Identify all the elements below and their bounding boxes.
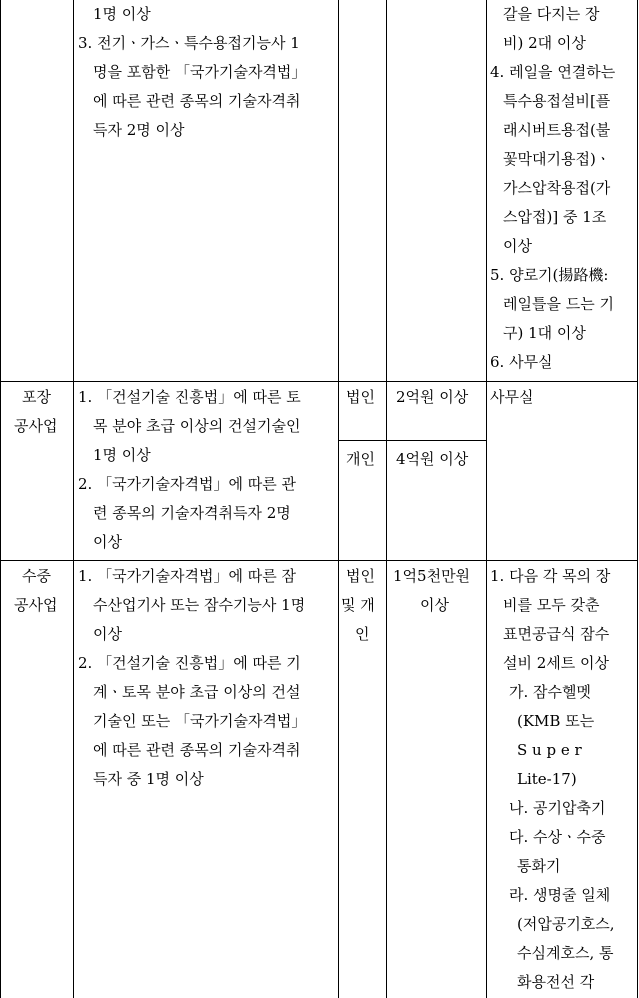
- technician-line: 1. 「건설기술 진흥법」에 따른 토: [78, 388, 301, 406]
- technician-line: 이상: [93, 533, 122, 551]
- technician-line: 수산업기사 또는 잠수기능사 1명: [93, 596, 306, 614]
- facility-line: 설비 2세트 이상: [503, 654, 610, 672]
- facility-line: 이상: [503, 237, 532, 255]
- technician-line: 득자 2명 이상: [93, 121, 185, 139]
- facility-line: 가. 잠수헬멧: [509, 683, 591, 701]
- technician-line: 명을 포함한 「국가기술자격법」: [93, 63, 307, 81]
- facility-line: 비) 2대 이상: [503, 34, 586, 52]
- facility-line: 래시버트용접(불: [503, 121, 611, 139]
- technician-line: 3. 전기ㆍ가스ㆍ특수용접기능사 1: [78, 34, 300, 52]
- entity-type-label: 인: [355, 625, 370, 643]
- technician-line: 1. 「국가기술자격법」에 따른 잠: [78, 567, 297, 585]
- row-divider-underwater: [0, 560, 638, 561]
- technician-line: 득자 중 1명 이상: [93, 770, 204, 788]
- technician-line: 에 따른 관련 종목의 기술자격취: [93, 92, 301, 110]
- facility-line: 나. 공기압축기: [509, 799, 606, 817]
- technician-line: 1명 이상: [93, 446, 151, 464]
- entity-type-label: 법인: [346, 567, 375, 585]
- capital-value: 4억원 이상: [396, 450, 469, 468]
- column-divider-3: [386, 0, 387, 998]
- technician-line: 련 종목의 기술자격취득자 2명: [93, 504, 291, 522]
- technician-line: 에 따른 관련 종목의 기술자격취: [93, 741, 301, 759]
- facility-line: 갈을 다지는 장: [503, 5, 600, 23]
- facility-line: 6. 사무실: [490, 353, 553, 371]
- facility-line: 4. 레일을 연결하는: [490, 63, 616, 81]
- facility-line: 특수용접설비[플: [503, 92, 611, 110]
- entity-type-label: 개인: [346, 450, 375, 468]
- facility-line: 다. 수상ㆍ수중: [509, 828, 606, 846]
- capital-value: 이상: [420, 596, 449, 614]
- facility-line: 레일틀을 드는 기: [503, 295, 614, 313]
- facility-line: 화용전선 각: [517, 973, 595, 991]
- facility-line: 구) 1대 이상: [503, 324, 586, 342]
- business-type-label: 포장: [22, 388, 51, 406]
- facility-line: 스압접)] 중 1조: [503, 208, 607, 226]
- facility-line: Lite-17): [517, 770, 577, 788]
- facility-line: 사무실: [490, 388, 534, 406]
- column-divider-2: [338, 0, 339, 998]
- technician-line: 기술인 또는 「국가기술자격법」: [93, 712, 307, 730]
- row-divider-paving-entity: [338, 440, 487, 441]
- entity-type-label: 법인: [346, 388, 375, 406]
- facility-line: 수심계호스, 통: [517, 944, 614, 962]
- business-type-label: 수중: [22, 567, 51, 585]
- business-type-label: 공사업: [14, 417, 58, 435]
- facility-line: S u p e r: [517, 741, 582, 759]
- business-type-label: 공사업: [14, 596, 58, 614]
- facility-line: (KMB 또는: [517, 712, 595, 730]
- facility-line: 통화기: [517, 857, 561, 875]
- table-right-border: [637, 0, 638, 998]
- facility-line: 5. 양로기(揚路機:: [490, 266, 609, 284]
- facility-line: 1. 다음 각 목의 장: [490, 567, 611, 585]
- facility-line: 비를 모두 갖춘: [503, 596, 600, 614]
- row-divider-paving: [0, 381, 638, 382]
- column-divider-4: [486, 0, 487, 998]
- technician-line: 2. 「건설기술 진흥법」에 따른 기: [78, 654, 301, 672]
- technician-line: 계ㆍ토목 분야 초급 이상의 건설: [93, 683, 301, 701]
- facility-line: 라. 생명줄 일체: [509, 886, 611, 904]
- technician-line: 1명 이상: [93, 5, 151, 23]
- facility-line: (저압공기호스,: [517, 915, 615, 933]
- table-left-border: [0, 0, 1, 998]
- entity-type-label: 및 개: [341, 596, 375, 614]
- technician-line: 2. 「국가기술자격법」에 따른 관: [78, 475, 297, 493]
- capital-value: 2억원 이상: [396, 388, 469, 406]
- technician-line: 목 분야 초급 이상의 건설기술인: [93, 417, 301, 435]
- technician-line: 이상: [93, 625, 122, 643]
- column-divider-1: [73, 0, 74, 998]
- facility-line: 가스압착용접(가: [503, 179, 611, 197]
- capital-value: 1억5천만원: [393, 567, 471, 585]
- facility-line: 꽃막대기용접)ㆍ: [503, 150, 611, 168]
- facility-line: 표면공급식 잠수: [503, 625, 610, 643]
